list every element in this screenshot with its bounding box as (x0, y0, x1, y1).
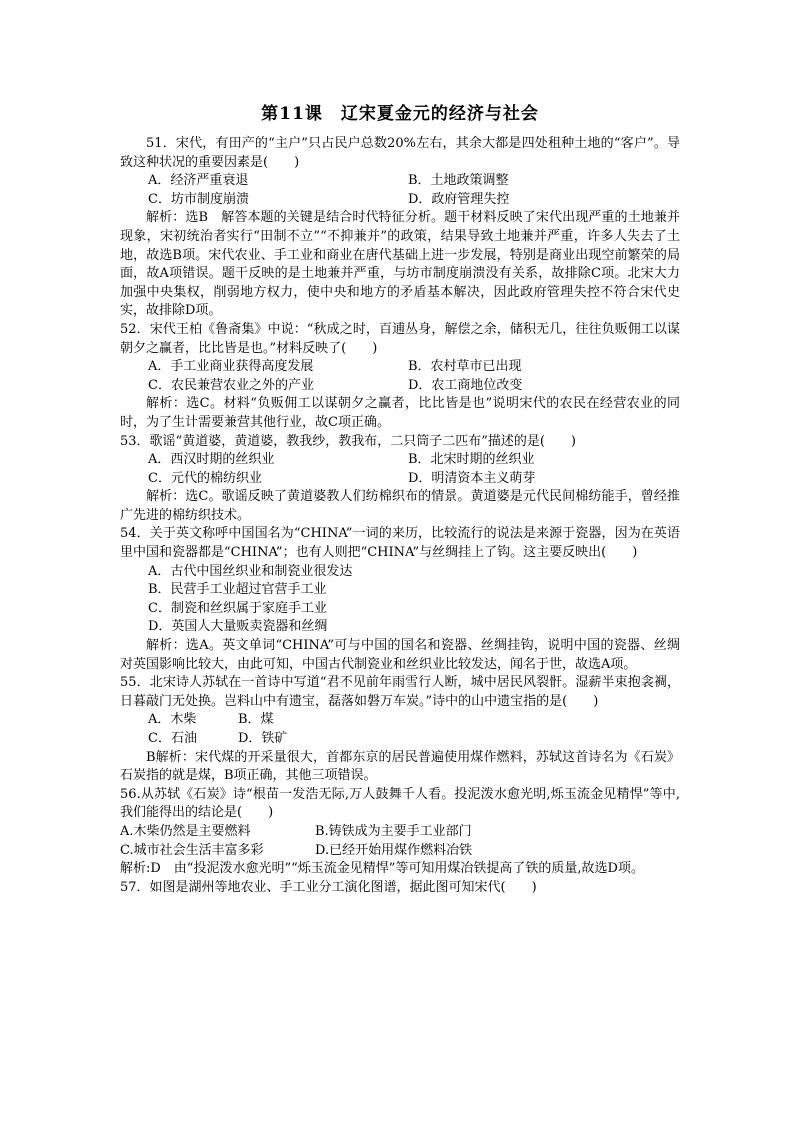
analysis: 解析：选B 解答本题的关键是结合时代特征分析。题干材料反映了宋代出现严重的土地兼并现象，宋初统治者实行“田制不立”“不抑兼并”的政策，结果导致土地兼并严重，许多人失去了土地，故选B项。宋代农业、手工业和商业在唐代基础上进一步发展，特别是商业出现空前繁荣的局面，故A项错误。题干反映的是土地兼并严重，与坊市制度崩溃没有关系，故排除C项。北宋大力加强中央集权，削弱地方权力，使中央和地方的矛盾基本解决，因此政府管理失控不符合宋代史实，故排除D项。 (120, 210, 680, 319)
option-a: A．经济严重衰退 (148, 173, 249, 189)
option-a: A．手工业商业获得高度发展 (148, 359, 314, 375)
analysis: 解析：选C。歌谣反映了黄道婆教人们纺棉织布的情景。黄道婆是元代民间棉纺能手，曾经推广先进的棉纺织技术。 (120, 489, 680, 523)
option-b: B．土地政策调整 (408, 173, 509, 189)
option-d: D．农工商地位改变 (408, 377, 523, 393)
option-b: B．农村草市已出现 (408, 359, 522, 375)
option-a: A．古代中国丝织业和制瓷业很发达 (148, 563, 353, 579)
option-a: A.木柴仍然是主要燃料 (120, 823, 251, 839)
option-a: A．木柴 (148, 712, 197, 728)
question-stem: 55．北宋诗人苏轼在一首诗中写道“君不见前年雨雪行人断，城中居民风裂骭。湿薪半束抱衾裯，日暮敲门无处换。岂料山中有遗宝，磊落如磐万车炭。”诗中的山中遗宝指的是( ) (120, 675, 680, 709)
option-d: D．铁矿 (238, 731, 288, 746)
question-stem: 56.从苏轼《石炭》诗“根苗一发浩无际,万人鼓舞千人看。投泥泼水愈光明,烁玉流金见精悍”等中,我们能得出的结论是( ) (120, 786, 680, 821)
question-55 (120, 674, 680, 786)
options (120, 358, 680, 395)
question-stem: 51．宋代，有田产的“主户”只占民户总数20%左右，其余大都是四处租种土地的“客户”。导致这种状况的重要因素是( ) (120, 136, 680, 170)
question-stem: 52．宋代王柏《鲁斋集》中说：“秋成之时，百逋丛身，解偿之余，储积无几，往往负贩佣工以谋朝夕之赢者，比比皆是也。”材料反映了( ) (120, 321, 680, 356)
question-53 (120, 433, 680, 526)
option-d: D.已经开始用煤作燃料冶铁 (315, 842, 473, 858)
question-stem: 54．关于英文称呼中国国名为“CHINA”一词的来历，比较流行的说法是来源于瓷器，因为在英语里中国和瓷器都是“CHINA”；也有人则把“CHINA”与丝绸挂上了钩。这主要反映出( ) (120, 526, 680, 561)
question-52 (120, 321, 680, 433)
option-c: C．元代的棉纺织业 (148, 470, 262, 486)
option-b: B．煤 (238, 712, 274, 728)
option-d: D．明清资本主义萌芽 (408, 470, 536, 486)
options (120, 823, 680, 860)
document-page (120, 103, 680, 897)
option-c: C．坊市制度崩溃 (148, 191, 249, 207)
analysis: B解析：宋代煤的开采量很大，首都东京的居民普遍使用煤作燃料，苏轼这首诗名为《石炭》石炭指的就是煤，B项正确，其他三项错误。 (120, 749, 680, 784)
question-54 (120, 525, 680, 674)
analysis: 解析：选A。英文单词“CHINA”可与中国的国名和瓷器、丝绸挂钩，说明中国的瓷器、丝绸对英国影响比较大，由此可知，中国古代制瓷业和丝织业比较发达，闻名于世，故选A项。 (120, 638, 680, 672)
option-c: C.城市社会生活丰富多彩 (120, 842, 264, 858)
question-stem: 57．如图是湖州等地农业、手工业分工演化图谱，据此图可知宋代( ) (120, 879, 537, 895)
question-stem: 53．歌谣“黄道婆，黄道婆，教我纱，教我布，二只筒子二匹布”描述的是( ) (120, 433, 576, 449)
option-c: C．制瓷和丝织属于家庭手工业 (148, 600, 327, 616)
options (120, 172, 680, 209)
analysis: 解析:D 由“投泥泼水愈光明”“烁玉流金见精悍”等可知用煤冶铁提高了铁的质量,故选D项。 (120, 861, 644, 877)
options (120, 711, 680, 748)
options (120, 563, 680, 637)
option-b: B．民营手工业超过官营手工业 (148, 582, 327, 598)
option-c: C．石油 (148, 731, 197, 746)
question-51 (120, 135, 680, 321)
option-b: B.铸铁成为主要手工业部门 (315, 823, 472, 839)
option-c: C．农民兼营农业之外的产业 (148, 377, 314, 393)
analysis: 解析：选C。材料“负贩佣工以谋朝夕之赢者，比比皆是也”说明宋代的农民在经营农业的同时，为了生计需要兼营其他行业，故C项正确。 (120, 396, 680, 430)
question-56 (120, 786, 680, 879)
lesson-title: 第11课 辽宋夏金元的经济与社会 (261, 104, 539, 124)
option-d: D．英国人大量贩卖瓷器和丝绸 (148, 619, 328, 635)
option-a: A．西汉时期的丝织业 (148, 452, 275, 468)
options (120, 451, 680, 488)
option-d: D．政府管理失控 (408, 191, 510, 207)
option-b: B．北宋时期的丝织业 (408, 452, 535, 468)
question-57 (120, 879, 680, 898)
